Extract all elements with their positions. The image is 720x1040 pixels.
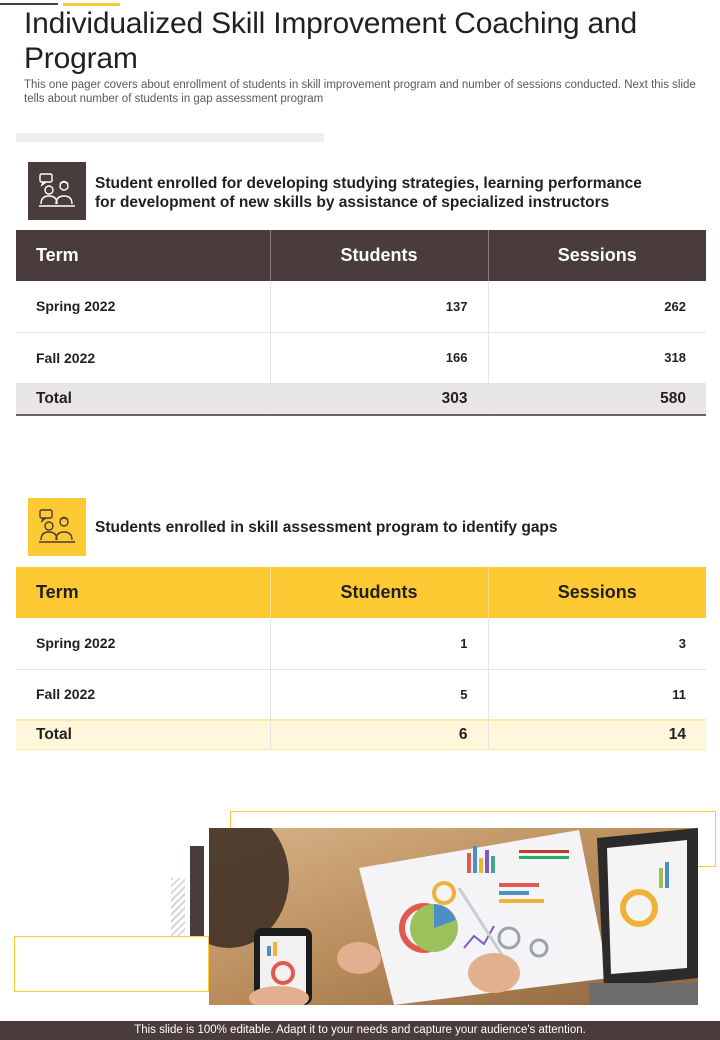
- row-term: Fall 2022: [16, 332, 270, 383]
- table-row: [16, 332, 706, 383]
- total-row: [16, 720, 706, 749]
- top-accent-dark: [0, 3, 58, 5]
- section1-heading: [95, 174, 695, 212]
- table-row: [16, 281, 706, 332]
- row-students: 137: [270, 281, 488, 332]
- row-students: 5: [270, 669, 488, 720]
- section1-icon-box: [28, 162, 86, 220]
- page-subtitle: This one pager covers about enrollment of students in skill improvement program and number of sessions conducted. Next this slide tells about number of students in gap assessment program: [24, 79, 696, 105]
- instructor-student-icon: [37, 171, 77, 211]
- row-sessions: 262: [488, 281, 706, 332]
- total-label: Total: [16, 720, 270, 749]
- section1-heading-line1: Student enrolled for developing studying strategies, learning performance: [95, 175, 642, 192]
- row-students: 166: [270, 332, 488, 383]
- table-header-row: [16, 230, 706, 281]
- decorative-hatch: [171, 878, 185, 936]
- total-row: [16, 383, 706, 415]
- total-label: Total: [16, 383, 270, 415]
- decorative-dark-bar: [190, 846, 204, 936]
- section2-heading: Students enrolled in skill assessment program to identify gaps: [95, 519, 558, 536]
- table-row: [16, 618, 706, 669]
- section1-heading-line2: for development of new skills by assistance of specialized instructors: [95, 194, 610, 211]
- total-sessions: 14: [488, 720, 706, 749]
- header-term: Term: [16, 230, 270, 281]
- table-row: [16, 669, 706, 720]
- section2-icon-box: [28, 498, 86, 556]
- row-students: 1: [270, 618, 488, 669]
- decorative-outline-left: [14, 936, 209, 992]
- divider-strip: [16, 133, 324, 142]
- header-students: Students: [270, 567, 488, 618]
- header-sessions: Sessions: [488, 567, 706, 618]
- row-term: Fall 2022: [16, 669, 270, 720]
- row-sessions: 11: [488, 669, 706, 720]
- row-term: Spring 2022: [16, 618, 270, 669]
- enrollment-table: [16, 230, 706, 416]
- row-term: Spring 2022: [16, 281, 270, 332]
- header-students: Students: [270, 230, 488, 281]
- instructor-student-icon: [37, 507, 77, 547]
- hands-holding-report-charts-photo: [209, 828, 698, 1005]
- row-sessions: 318: [488, 332, 706, 383]
- total-students: 303: [270, 383, 488, 415]
- total-sessions: 580: [488, 383, 706, 415]
- table-header-row: [16, 567, 706, 618]
- header-term: Term: [16, 567, 270, 618]
- footer-note: This slide is 100% editable. Adapt it to your needs and capture your audience's attention.: [0, 1021, 720, 1040]
- total-students: 6: [270, 720, 488, 749]
- header-sessions: Sessions: [488, 230, 706, 281]
- assessment-table: [16, 567, 706, 750]
- row-sessions: 3: [488, 618, 706, 669]
- photo-illustration: [209, 828, 698, 1005]
- page-title: Individualized Skill Improvement Coaching and Program: [24, 7, 638, 75]
